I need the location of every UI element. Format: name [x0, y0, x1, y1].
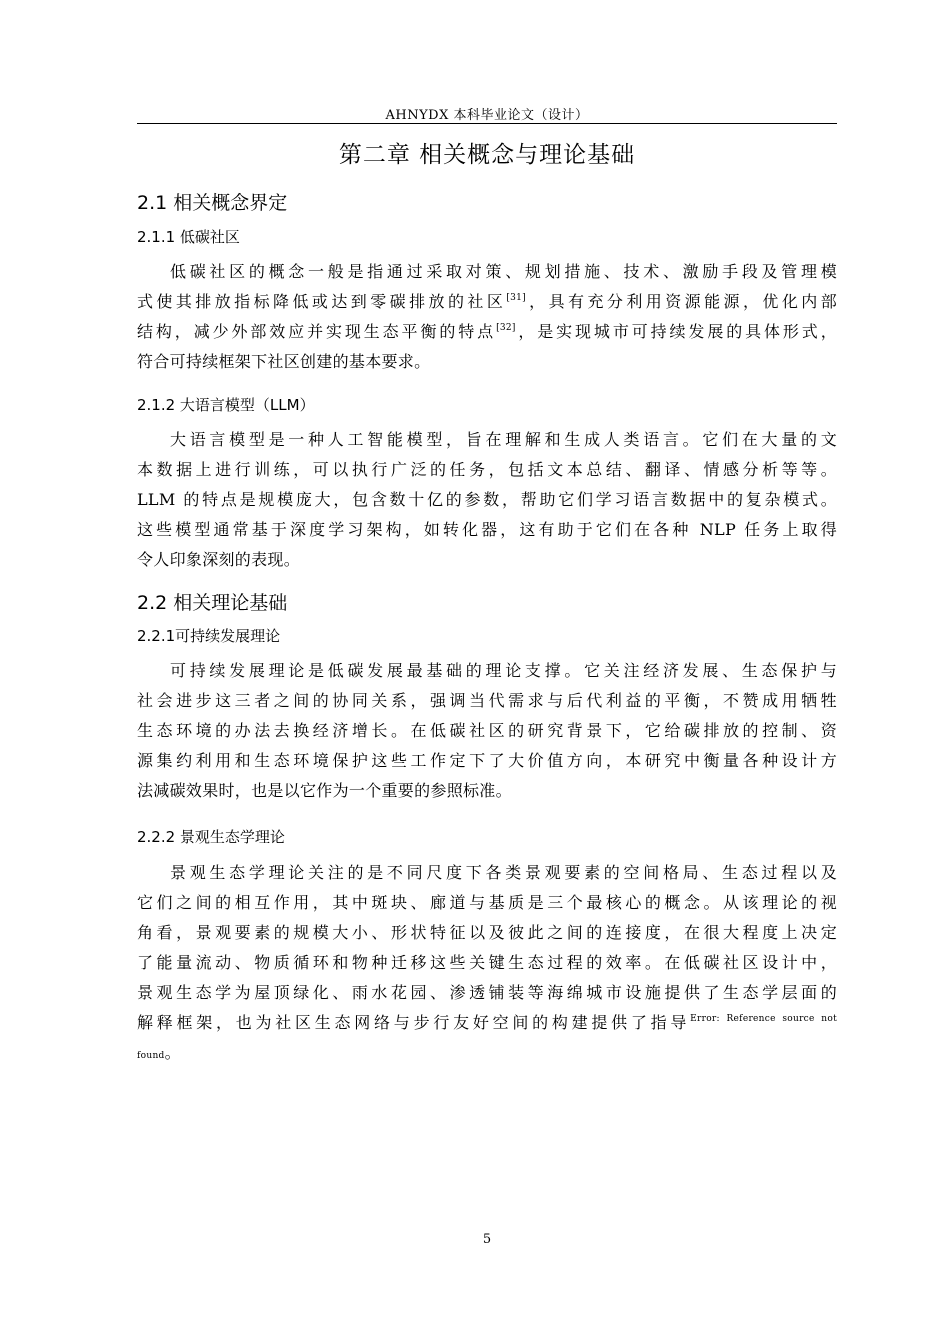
paragraph-low-carbon-community	[137, 257, 837, 377]
paragraph-line	[137, 1038, 837, 1071]
paragraph-line	[137, 317, 837, 347]
paragraph-line: 了能量流动、物质循环和物种迁移这些关键生态过程的效率。在低碳社区设计中，	[137, 953, 837, 972]
line-text: 式使其排放指标降低或达到零碳排放的社区	[137, 292, 507, 311]
section-2-1-heading: 2.1 相关概念界定	[137, 192, 288, 214]
paragraph-line: 本数据上进行训练，可以执行广泛的任务，包括文本总结、翻译、情感分析等等。	[137, 460, 837, 479]
section-2-2-1-heading: 2.2.1可持续发展理论	[137, 627, 281, 645]
paragraph-line: LLM 的特点是规模庞大，包含数十亿的参数，帮助它们学习语言数据中的复杂模式。	[137, 490, 837, 509]
paragraph-sustainable-development	[137, 656, 837, 806]
reference-error-text: found	[137, 1051, 165, 1061]
paragraph-llm	[137, 425, 837, 575]
paragraph-line	[137, 1008, 837, 1038]
header-rule	[137, 123, 837, 124]
section-2-1-1-heading: 2.1.1 低碳社区	[137, 228, 240, 246]
citation-31[interactable]: [31]	[506, 293, 526, 303]
paragraph-line: 低碳社区的概念一般是指通过采取对策、规划措施、技术、激励手段及管理模	[170, 262, 837, 281]
paragraph-line: 可持续发展理论是低碳发展最基础的理论支撑。它关注经济发展、生态保护与	[170, 661, 837, 680]
section-2-1-2-heading: 2.1.2 大语言模型（LLM）	[137, 396, 315, 414]
line-text: ，是实现城市可持续发展的具体形式，	[515, 322, 838, 341]
line-text: 。	[164, 1043, 181, 1062]
line-text: ，具有充分利用资源能源，优化内部	[526, 292, 837, 311]
paragraph-line: 源集约利用和生态环境保护这些工作定下了大价值方向，本研究中衡量各种设计方	[137, 751, 837, 770]
paragraph-line: 令人印象深刻的表现。	[137, 550, 301, 569]
section-2-2-heading: 2.2 相关理论基础	[137, 592, 288, 614]
paragraph-line: 角看，景观要素的规模大小、形状特征以及彼此之间的连接度，在很大程度上决定	[137, 923, 837, 942]
section-2-2-2-heading: 2.2.2 景观生态学理论	[137, 828, 285, 846]
chapter-title: 第二章 相关概念与理论基础	[338, 142, 636, 168]
citation-32[interactable]: [32]	[496, 323, 516, 333]
running-header: AHNYDX 本科毕业论文（设计）	[385, 108, 589, 123]
paragraph-line: 景观生态学为屋顶绿化、雨水花园、渗透铺装等海绵城市设施提供了生态学层面的	[137, 983, 837, 1002]
paragraph-line: 这些模型通常基于深度学习架构，如转化器，这有助于它们在各种 NLP 任务上取得	[137, 520, 837, 539]
page-number: 5	[482, 1232, 492, 1247]
paragraph-line: 它们之间的相互作用，其中斑块、廊道与基质是三个最核心的概念。从该理论的视	[137, 893, 837, 912]
paragraph-line: 大语言模型是一种人工智能模型，旨在理解和生成人类语言。它们在大量的文	[170, 430, 837, 449]
paragraph-line: 生态环境的办法去换经济增长。在低碳社区的研究背景下，它给碳排放的控制、资	[137, 721, 837, 740]
reference-error-text: Error: Reference source not	[690, 1014, 837, 1024]
paragraph-line: 符合可持续框架下社区创建的基本要求。	[137, 352, 431, 371]
paragraph-line: 法减碳效果时，也是以它作为一个重要的参照标准。	[137, 781, 512, 800]
line-text: 解释框架，也为社区生态网络与步行友好空间的构建提供了指导	[137, 1013, 691, 1032]
paragraph-line: 景观生态学理论关注的是不同尺度下各类景观要素的空间格局、生态过程以及	[170, 863, 837, 882]
line-text: 结构，减少外部效应并实现生态平衡的特点	[137, 322, 497, 341]
paragraph-landscape-ecology	[137, 858, 837, 1071]
paragraph-line	[137, 287, 837, 317]
paragraph-line: 社会进步这三者之间的协同关系，强调当代需求与后代利益的平衡，不赞成用牺牲	[137, 691, 837, 710]
